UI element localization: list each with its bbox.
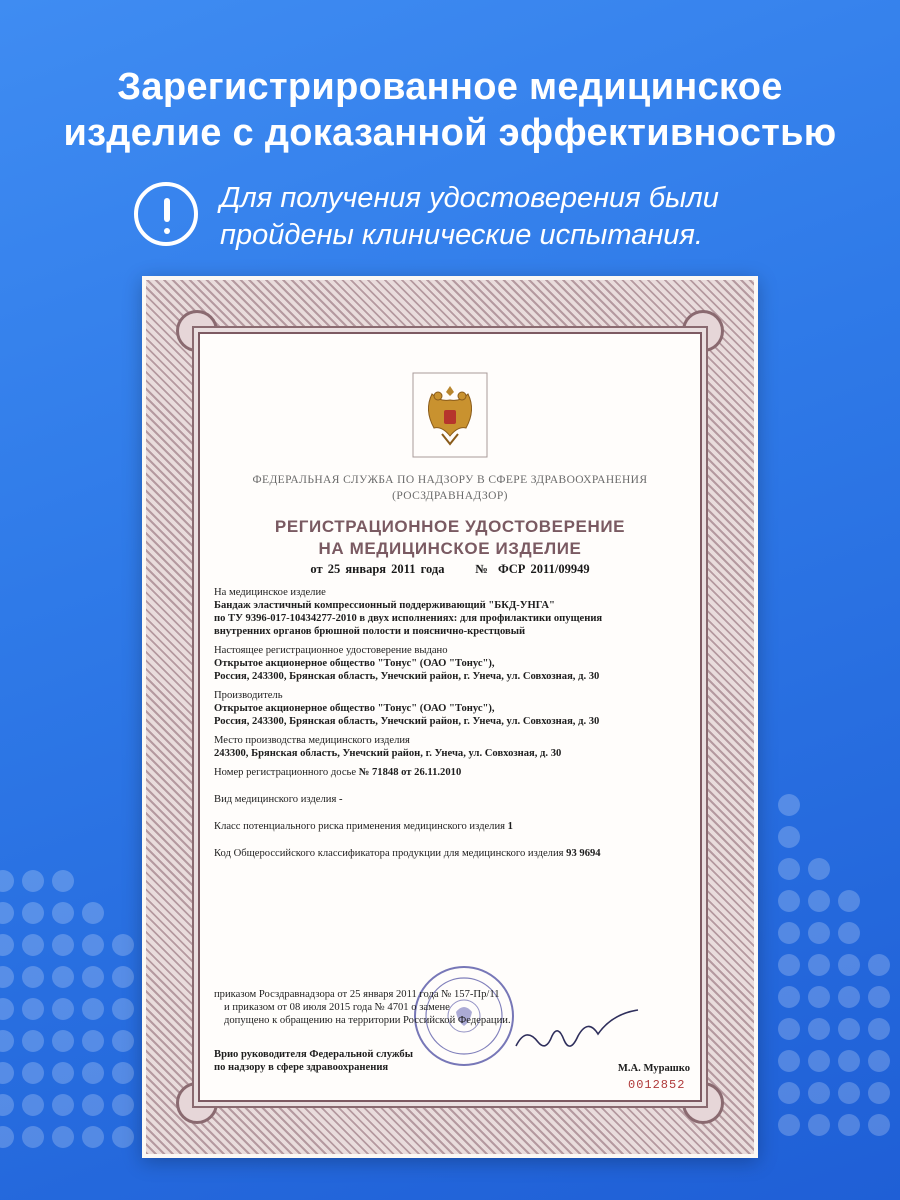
- title-line: РЕГИСТРАЦИОННОЕ УДОСТОВЕРЕНИЕ: [274, 517, 626, 536]
- notice-line: пройдены клинические испытания.: [220, 219, 703, 251]
- type-value: -: [338, 794, 343, 805]
- certificate-title: [202, 516, 698, 560]
- registration-certificate: [142, 276, 758, 1158]
- issued-line: Открытое акционерное общество "Тонус" (ОАО "Тонус"),: [214, 658, 495, 669]
- dossier-label: Номер регистрационного досье: [214, 767, 357, 778]
- page-headline: [0, 64, 900, 156]
- order-line: приказом Росздравнадзора от 25 января 2011 года № 157-Пр/11: [214, 989, 500, 1000]
- manufacturer-line: Открытое акционерное общество "Тонус" (ОАО "Тонус"),: [214, 703, 495, 714]
- order-line: и приказом от 08 июля 2015 года № 4701 о замене: [224, 1002, 450, 1013]
- certificate-body: [214, 586, 690, 874]
- notice-text: [220, 180, 840, 254]
- product-line: Бандаж эластичный компрессионный поддерживающий "БКД-УНГА": [214, 600, 555, 611]
- okp-value: 93 9694: [566, 848, 601, 859]
- notice-block: [134, 180, 834, 260]
- product-label: На медицинское изделие: [214, 587, 326, 598]
- okp-label: Код Общероссийского классификатора продукции для медицинского изделия: [214, 848, 564, 859]
- signature-block: [214, 1048, 690, 1074]
- exclamation-circle-icon: [134, 182, 198, 246]
- risk-label: Класс потенциального риска применения медицинского изделия: [214, 821, 506, 832]
- manufacturer-label: Производитель: [214, 690, 283, 701]
- signer-title-line: Врио руководителя Федеральной службы: [214, 1049, 413, 1060]
- headline-line: Зарегистрированное медицинское: [117, 66, 783, 108]
- risk-value: 1: [507, 821, 513, 832]
- place-line: 243300, Брянская область, Унечский район, г. Унеча, ул. Совхозная, д. 30: [214, 748, 562, 759]
- issued-line: Россия, 243300, Брянская область, Унечский район, г. Унеча, ул. Совхозная, д. 30: [214, 671, 600, 682]
- notice-line: Для получения удостоверения были: [220, 182, 719, 214]
- signer-title-line: по надзору в сфере здравоохранения: [214, 1062, 389, 1073]
- agency-line: ФЕДЕРАЛЬНАЯ СЛУЖБА ПО НАДЗОРУ В СФЕРЕ ЗДРАВООХРАНЕНИЯ: [252, 474, 648, 486]
- place-label: Место производства медицинского изделия: [214, 735, 410, 746]
- agency-name: [202, 472, 698, 504]
- order-line: допущено к обращению на территории Российской Федерации.: [224, 1015, 511, 1026]
- agency-abbr: (РОСЗДРАВНАДЗОР): [392, 490, 508, 502]
- issued-label: Настоящее регистрационное удостоверение выдано: [214, 645, 448, 656]
- product-line: по ТУ 9396-017-10434277-2010 в двух исполнениях: для профилактики опущения: [214, 613, 603, 624]
- headline-line: изделие с доказанной эффективностью: [63, 112, 837, 154]
- product-line: внутренних органов брюшной полости и пояснично-крестцовый: [214, 626, 526, 637]
- type-label: Вид медицинского изделия: [214, 794, 337, 805]
- certificate-date-number: от 25 января 2011 года № ФСР 2011/09949: [310, 562, 590, 576]
- serial-number: 0012852: [628, 1078, 686, 1092]
- title-line: НА МЕДИЦИНСКОЕ ИЗДЕЛИЕ: [318, 539, 582, 558]
- double-headed-eagle-icon: [412, 372, 488, 458]
- signer-name: М.А. Мурашко: [617, 1063, 690, 1074]
- dossier-value: № 71848 от 26.11.2010: [358, 767, 462, 778]
- manufacturer-line: Россия, 243300, Брянская область, Унечский район, г. Унеча, ул. Совхозная, д. 30: [214, 716, 600, 727]
